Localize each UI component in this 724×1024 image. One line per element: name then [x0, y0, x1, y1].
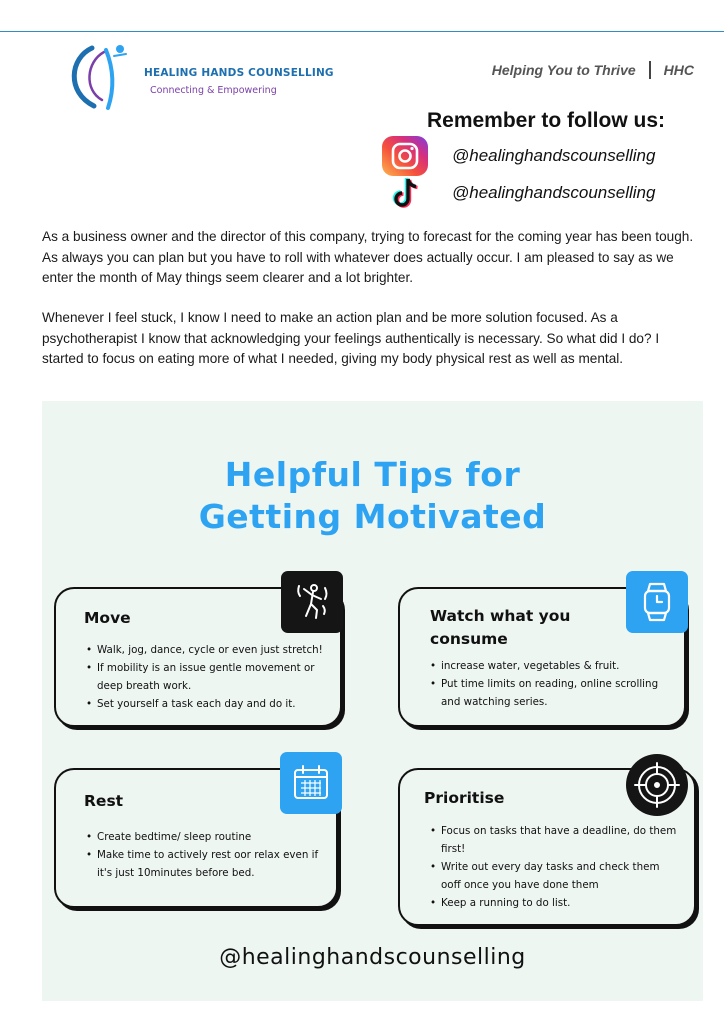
- tip-list: [430, 657, 678, 711]
- logo-name: HEALING HANDS COUNSELLING: [144, 67, 334, 79]
- infographic-title-line-2: Getting Motivated: [198, 497, 547, 536]
- tip-list-item: • Make time to actively rest oor relax even if it's just 10minutes before bed.: [86, 846, 322, 882]
- follow-us-title: Remember to follow us:: [426, 109, 665, 132]
- tip-card-title: Prioritise: [424, 789, 505, 807]
- header-separator: [649, 61, 651, 79]
- tip-list-item: • If mobility is an issue gentle movement or deep breath work.: [86, 659, 332, 695]
- calendar-icon: [280, 752, 342, 814]
- infographic-title-line-1: Helpful Tips for: [224, 455, 521, 494]
- tip-list-item: • Walk, jog, dance, cycle or even just stretch!: [86, 641, 332, 659]
- instagram-row[interactable]: [382, 136, 655, 176]
- instagram-handle[interactable]: @healinghandscounselling: [452, 146, 656, 165]
- tip-card-title-line: Watch what you: [430, 607, 571, 625]
- infographic-social-handle: @healinghandscounselling: [219, 945, 526, 970]
- header-short-name: HHC: [663, 62, 694, 78]
- top-divider: [0, 31, 724, 32]
- target-icon: [626, 754, 688, 816]
- dancing-person-icon: [281, 571, 343, 633]
- tip-card-title-line: consume: [430, 630, 508, 648]
- body-paragraph-1: As a business owner and the director of this company, trying to forecast for the coming year has been tough. As always you can plan but you have to roll with whatever does actually occur. I am pleased to say as we enter the month of May things seem clearer and a lot brighter.: [42, 229, 694, 286]
- tip-list-item: • Focus on tasks that have a deadline, do them first!: [430, 822, 680, 858]
- tip-list: [86, 828, 322, 882]
- tiktok-row[interactable]: [382, 173, 655, 213]
- tip-list-item: • Write out every day tasks and check them ooff once you have done them: [430, 858, 680, 894]
- tip-list-item: • increase water, vegetables & fruit.: [430, 657, 678, 675]
- tip-list-item: • Set yourself a task each day and do it.: [86, 695, 332, 713]
- header-tagline: Helping You to Thrive: [491, 62, 636, 78]
- tip-list-item: • Keep a running to do list.: [430, 894, 680, 912]
- logo-tagline: Connecting & Empowering: [150, 85, 277, 96]
- tip-list: [86, 641, 332, 713]
- tip-list: [430, 822, 680, 912]
- tip-card-title: Rest: [84, 792, 124, 810]
- header-tagline-block: [492, 61, 694, 79]
- instagram-icon[interactable]: [382, 136, 428, 176]
- logo-swoosh-icon: [64, 40, 144, 114]
- motivation-infographic: [42, 401, 703, 1001]
- smartwatch-icon: [626, 571, 688, 633]
- tip-card-title: Move: [84, 609, 131, 627]
- tiktok-icon[interactable]: [382, 173, 428, 213]
- body-paragraph-2: Whenever I feel stuck, I know I need to make an action plan and be more solution focused. As a psychotherapist I know that acknowledging your feelings authentically is necessary. So what did I do? I started to focus on eating more of what I needed, giving my body physical rest as well as mental.: [42, 310, 660, 367]
- tip-list-item: • Create bedtime/ sleep routine: [86, 828, 322, 846]
- tip-card-title: [430, 605, 570, 651]
- tiktok-handle[interactable]: @healinghandscounselling: [452, 183, 656, 202]
- company-logo: [64, 40, 334, 114]
- tip-list-item: • Put time limits on reading, online scrolling and watching series.: [430, 675, 678, 711]
